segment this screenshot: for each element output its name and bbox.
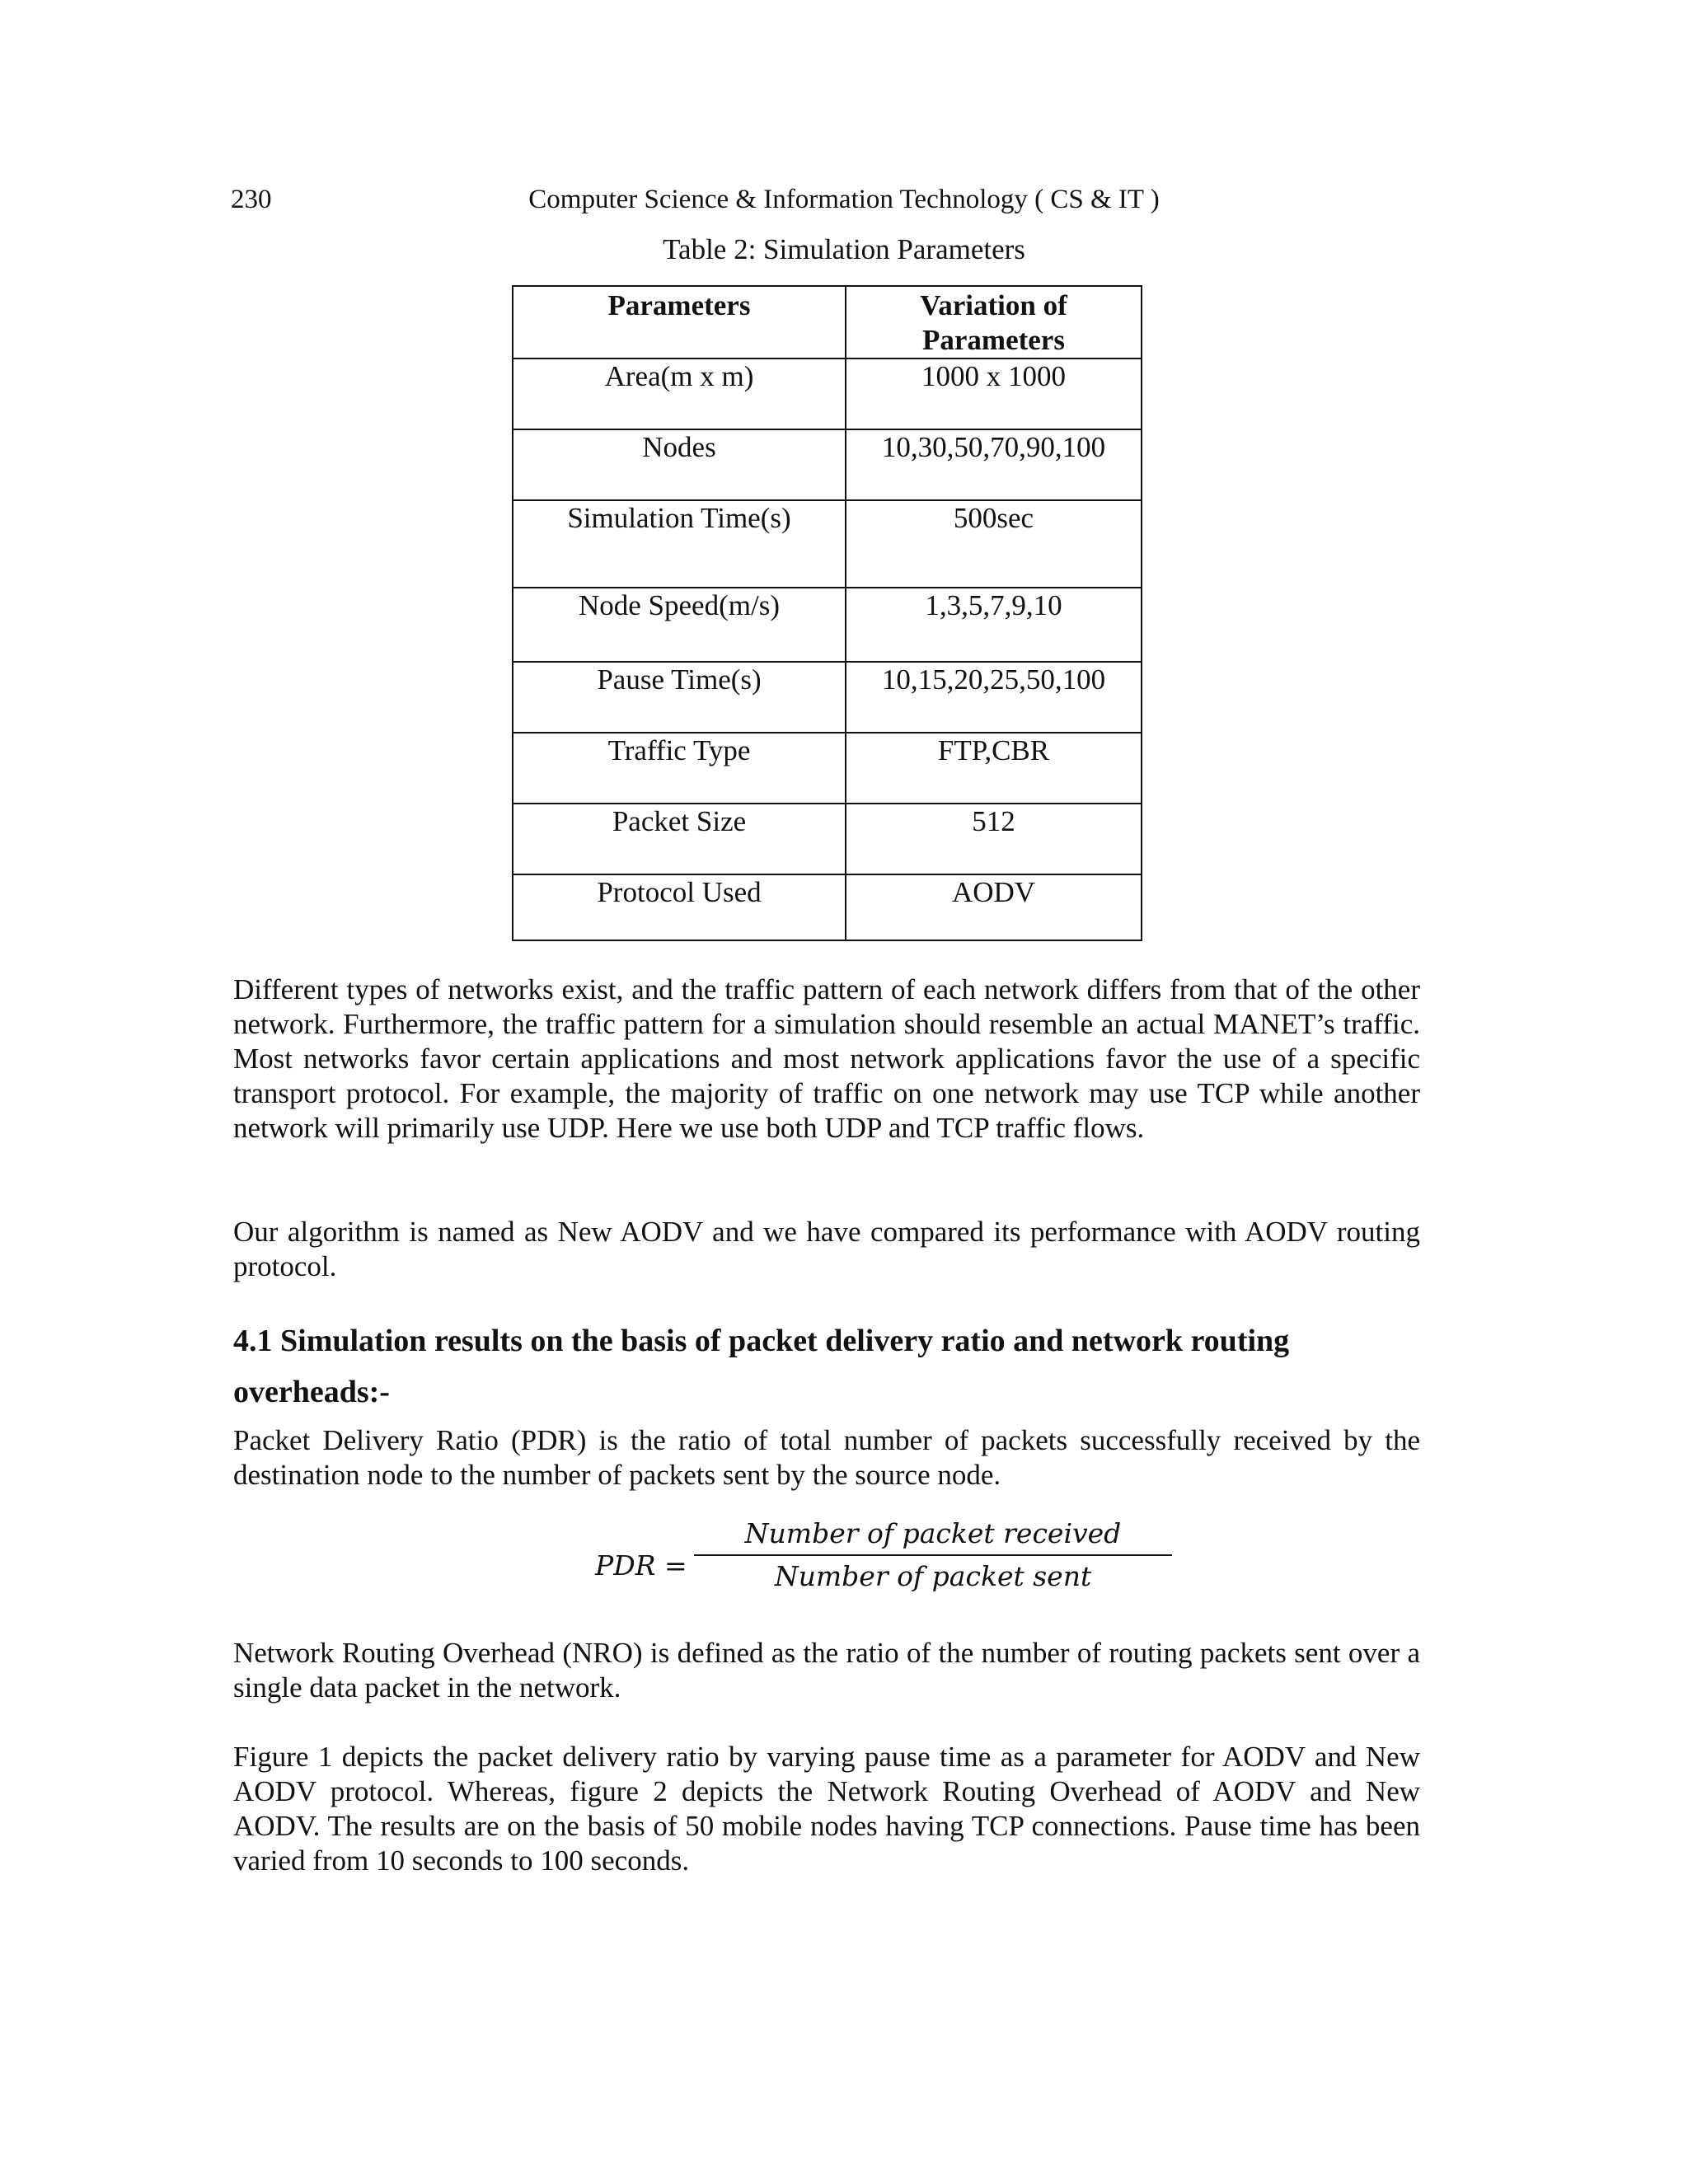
header-parameters: Parameters (513, 286, 846, 359)
table-cell-param: Protocol Used (513, 874, 846, 940)
table-cell-value: 500sec (846, 500, 1142, 588)
table-row (513, 429, 1142, 500)
paragraph-figures: Figure 1 depicts the packet delivery ratio by varying pause time as a parameter for AODV and New AODV protocol. Whereas, figure 2 depicts the Network Routing Overhead of AODV and New AODV. The results are on the basis of 50 mobile nodes having TCP connections. Pause time has been varied from 10 seconds to 100 seconds. (233, 1741, 1420, 1877)
table-header-row (513, 286, 1142, 359)
formula-denominator: Number of packet sent (774, 1560, 1092, 1592)
paragraph-traffic: Different types of networks exist, and the traffic pattern of each network differs from that of the other network. Furthermore, the traffic pattern for a simulation should resemble an actual MANET’s traffic. Most networks favor certain applications and most network applications favor the use of a specific transport protocol. For example, the majority of traffic on one network may use TCP while another network will primarily use UDP. Here we use both UDP and TCP traffic flows. (233, 973, 1420, 1144)
running-header: Computer Science & Information Technology ( CS & IT ) (528, 185, 1160, 214)
table-cell-param: Simulation Time(s) (513, 500, 846, 588)
table-row (513, 359, 1142, 429)
table-row (513, 733, 1142, 804)
table-cell-value: FTP,CBR (846, 733, 1142, 804)
table-cell-value: 1,3,5,7,9,10 (846, 588, 1142, 662)
table-caption: Table 2: Simulation Parameters (663, 233, 1025, 265)
table-cell-param: Nodes (513, 429, 846, 500)
table-cell-value: 1000 x 1000 (846, 359, 1142, 429)
formula-lhs: PDR = (595, 1549, 687, 1582)
table-cell-param: Node Speed(m/s) (513, 588, 846, 662)
paragraph-algorithm: Our algorithm is named as New AODV and we have compared its performance with AODV routing protocol. (233, 1216, 1420, 1282)
page-number: 230 (231, 185, 272, 214)
section-heading: 4.1 Simulation results on the basis of packet delivery ratio and network routing overheads:- (233, 1324, 1290, 1409)
table-row (513, 874, 1142, 940)
paragraph-pdr-definition: Packet Delivery Ratio (PDR) is the ratio of total number of packets successfully received by the destination node to the number of packets sent by the source node. (233, 1424, 1420, 1491)
formula-numerator: Number of packet received (694, 1516, 1172, 1556)
table-row (513, 500, 1142, 588)
table-cell-param: Packet Size (513, 804, 846, 874)
header-variation: Variation of Parameters (846, 286, 1142, 359)
table-row (513, 588, 1142, 662)
formula-fraction (694, 1516, 1172, 1594)
table-cell-value: 10,30,50,70,90,100 (846, 429, 1142, 500)
table-cell-param: Area(m x m) (513, 359, 846, 429)
table-row (513, 804, 1142, 874)
paragraph-nro-definition: Network Routing Overhead (NRO) is defined as the ratio of the number of routing packets sent over a single data packet in the network. (233, 1637, 1420, 1704)
table-row (513, 662, 1142, 733)
table-cell-value: 512 (846, 804, 1142, 874)
table-cell-param: Pause Time(s) (513, 662, 846, 733)
table-cell-value: 10,15,20,25,50,100 (846, 662, 1142, 733)
table-cell-value: AODV (846, 874, 1142, 940)
simulation-parameters-table (512, 285, 1142, 941)
table-cell-param: Traffic Type (513, 733, 846, 804)
